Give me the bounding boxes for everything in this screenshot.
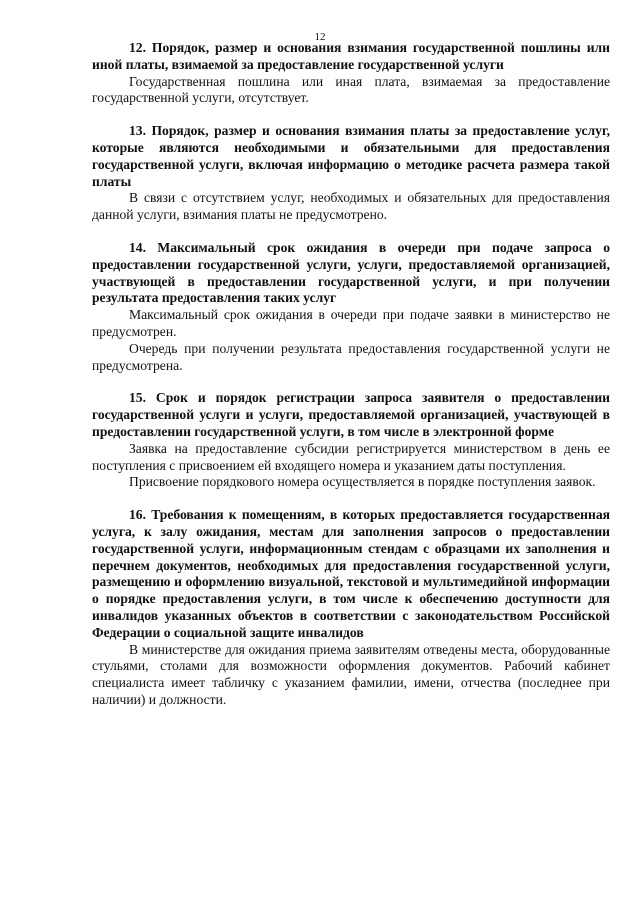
section-15: [92, 390, 610, 491]
section-13: [92, 123, 610, 224]
paragraph: Заявка на предоставление субсидии регистрируется министерством в день ее поступления с присвоением ей входящего номера и указанием даты поступления.: [92, 440, 610, 473]
page-number: 12: [314, 31, 326, 43]
paragraph: Очередь при получении результата предоставления государственной услуги не предусмотрена.: [92, 340, 610, 373]
document-body: [92, 40, 610, 725]
section-heading: 15. Срок и порядок регистрации запроса заявителя о предоставлении государственной услуги и услуги, предоставляемой организацией, участвующей в предоставлении государственной услуги, в том числе в электронной форме: [92, 390, 610, 439]
section-14: [92, 240, 610, 374]
paragraph: В министерстве для ожидания приема заявителям отведены места, оборудованные стульями, столами для возможности оформления документов. Рабочий кабинет специалиста имеет табличку с указанием фамилии, имени, отчества (последнее при наличии) и должности.: [92, 641, 610, 707]
section-12: [92, 40, 610, 107]
section-heading: 13. Порядок, размер и основания взимания платы за предоставление услуг, которые являются необходимыми и обязательными для предоставления государственной услуги, включая информацию о методике расчета размера такой платы: [92, 123, 610, 189]
paragraph: В связи с отсутствием услуг, необходимых и обязательных для предоставления данной услуги, взимания платы не предусмотрено.: [92, 190, 610, 223]
section-heading: 14. Максимальный срок ожидания в очереди при подаче запроса о предоставлении государственной услуги, услуги, предоставляемой организацией, участвующей в предоставлении государственной услуги, и при получении результата предоставления таких услуг: [92, 239, 610, 306]
section-heading: 12. Порядок, размер и основания взимания государственной пошлины или иной платы, взимаемой за предоставление государственной услуги: [92, 40, 610, 72]
paragraph: Государственная пошлина или иная плата, взимаемая за предоставление государственной услуги, отсутствует.: [92, 73, 610, 106]
paragraph: Присвоение порядкового номера осуществляется в порядке поступления заявок.: [129, 474, 596, 490]
section-16: [92, 507, 610, 709]
section-heading: 16. Требования к помещениям, в которых предоставляется государственная услуга, к залу ожидания, местам для заполнения запросов о предоставлении государственной услуги, информационным стендам с образцами их заполнения и перечнем документов, необходимых для предоставления государственной услуги, размещению и оформлению визуальной, текстовой и мультимедийной информации о порядке предоставления услуги, в том числе к обеспечению доступности для инвалидов указанных объектов в соответствии с законодательством Российской Федерации о социальной защите инвалидов: [92, 507, 610, 640]
paragraph: Максимальный срок ожидания в очереди при подаче заявки в министерство не предусмотрен.: [92, 307, 610, 339]
